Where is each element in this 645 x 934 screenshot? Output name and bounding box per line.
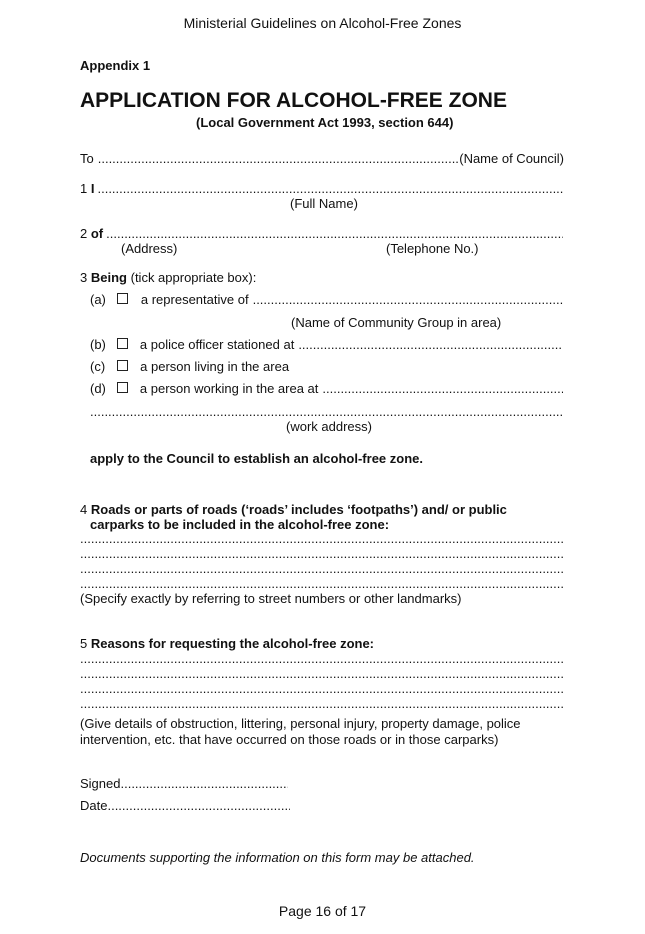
option-d-checkbox[interactable]	[117, 382, 128, 393]
option-b-letter: (b)	[90, 337, 106, 352]
address-caption: (Address)	[121, 241, 178, 256]
item2-bold: of	[90, 226, 104, 241]
option-c-letter: (c)	[90, 359, 106, 374]
to-label: To	[80, 151, 94, 166]
option-c-text: a person living in the area	[140, 359, 290, 374]
work-address-caption: (work address)	[286, 419, 372, 434]
to-council-row	[80, 151, 564, 166]
roads-field-4[interactable]	[80, 576, 564, 591]
community-group-field[interactable]	[253, 292, 563, 307]
option-d-text: a person working in the area at	[139, 381, 319, 396]
item1-bold: I	[90, 181, 95, 196]
reasons-line-4	[80, 696, 564, 711]
option-d-row	[90, 381, 564, 396]
supporting-documents-note: Documents supporting the information on this form may be attached.	[80, 850, 475, 865]
item2-number: 2	[80, 226, 88, 241]
item3-bold: Being	[90, 270, 127, 285]
option-a-text: a representative of	[140, 292, 249, 307]
item5-number: 5	[80, 636, 88, 651]
reasons-note-line2: intervention, etc. that have occurred on those roads or in those carparks)	[80, 732, 499, 747]
police-station-field[interactable]	[298, 337, 563, 352]
reasons-line-1	[80, 651, 564, 666]
full-name-caption: (Full Name)	[290, 196, 358, 211]
roads-line-1	[80, 531, 564, 546]
item4-heading: Roads or parts of roads (‘roads’ includes ‘footpaths’) and/ or public	[90, 502, 507, 517]
address-field[interactable]	[106, 226, 563, 241]
work-address-row	[90, 404, 564, 419]
option-d-letter: (d)	[90, 381, 106, 396]
page-number: Page 16 of 17	[278, 903, 367, 919]
roads-line-3	[80, 561, 564, 576]
full-name-field[interactable]	[97, 181, 563, 196]
item4-number: 4	[80, 502, 88, 517]
date-field[interactable]	[107, 798, 290, 813]
option-a-checkbox[interactable]	[117, 293, 128, 304]
reasons-line-3	[80, 681, 564, 696]
option-c-row	[90, 359, 564, 374]
roads-line-2	[80, 546, 564, 561]
roads-field-2[interactable]	[80, 546, 564, 561]
reasons-field-3[interactable]	[80, 681, 564, 696]
item5-heading: Reasons for requesting the alcohol-free zone:	[90, 636, 375, 651]
work-area-field[interactable]	[322, 381, 563, 396]
council-name-field[interactable]	[98, 151, 459, 166]
item1-number: 1	[80, 181, 88, 196]
address-row	[80, 226, 564, 241]
option-c-checkbox[interactable]	[117, 360, 128, 371]
reasons-field-2[interactable]	[80, 666, 564, 681]
option-b-row	[90, 337, 564, 352]
roads-line-4	[80, 576, 564, 591]
option-b-checkbox[interactable]	[117, 338, 128, 349]
work-address-field[interactable]	[90, 404, 564, 419]
reasons-field-1[interactable]	[80, 651, 564, 666]
item3-heading	[80, 270, 256, 285]
roads-field-3[interactable]	[80, 561, 564, 576]
item3-instruction: (tick appropriate box):	[130, 270, 257, 285]
roads-field-1[interactable]	[80, 531, 564, 546]
item5-heading-row	[80, 636, 374, 651]
appendix-label: Appendix 1	[80, 58, 151, 73]
date-label: Date	[80, 798, 108, 813]
reasons-field-4[interactable]	[80, 696, 564, 711]
full-name-row	[80, 181, 564, 196]
signed-row	[80, 776, 288, 791]
form-title: APPLICATION FOR ALCOHOL-FREE ZONE	[80, 89, 507, 112]
date-row	[80, 798, 290, 813]
option-a-letter: (a)	[90, 292, 106, 307]
community-group-caption: (Name of Community Group in area)	[291, 315, 502, 330]
roads-note: (Specify exactly by referring to street numbers or other landmarks)	[80, 591, 462, 606]
running-header: Ministerial Guidelines on Alcohol-Free Zones	[183, 15, 462, 31]
apply-statement: apply to the Council to establish an alcohol-free zone.	[90, 451, 423, 466]
signature-field[interactable]	[120, 776, 288, 791]
option-a-row	[90, 292, 564, 307]
item4-heading-line1	[80, 502, 507, 517]
council-caption: (Name of Council)	[459, 151, 564, 166]
signed-label: Signed	[80, 776, 121, 791]
item3-number: 3	[80, 270, 88, 285]
reasons-line-2	[80, 666, 564, 681]
item4-heading-line2: carparks to be included in the alcohol-free zone:	[90, 517, 390, 532]
option-b-text: a police officer stationed at	[139, 337, 295, 352]
form-subtitle: (Local Government Act 1993, section 644)	[196, 115, 454, 130]
telephone-caption: (Telephone No.)	[386, 241, 479, 256]
reasons-note-line1: (Give details of obstruction, littering, personal injury, property damage, police	[80, 716, 521, 731]
